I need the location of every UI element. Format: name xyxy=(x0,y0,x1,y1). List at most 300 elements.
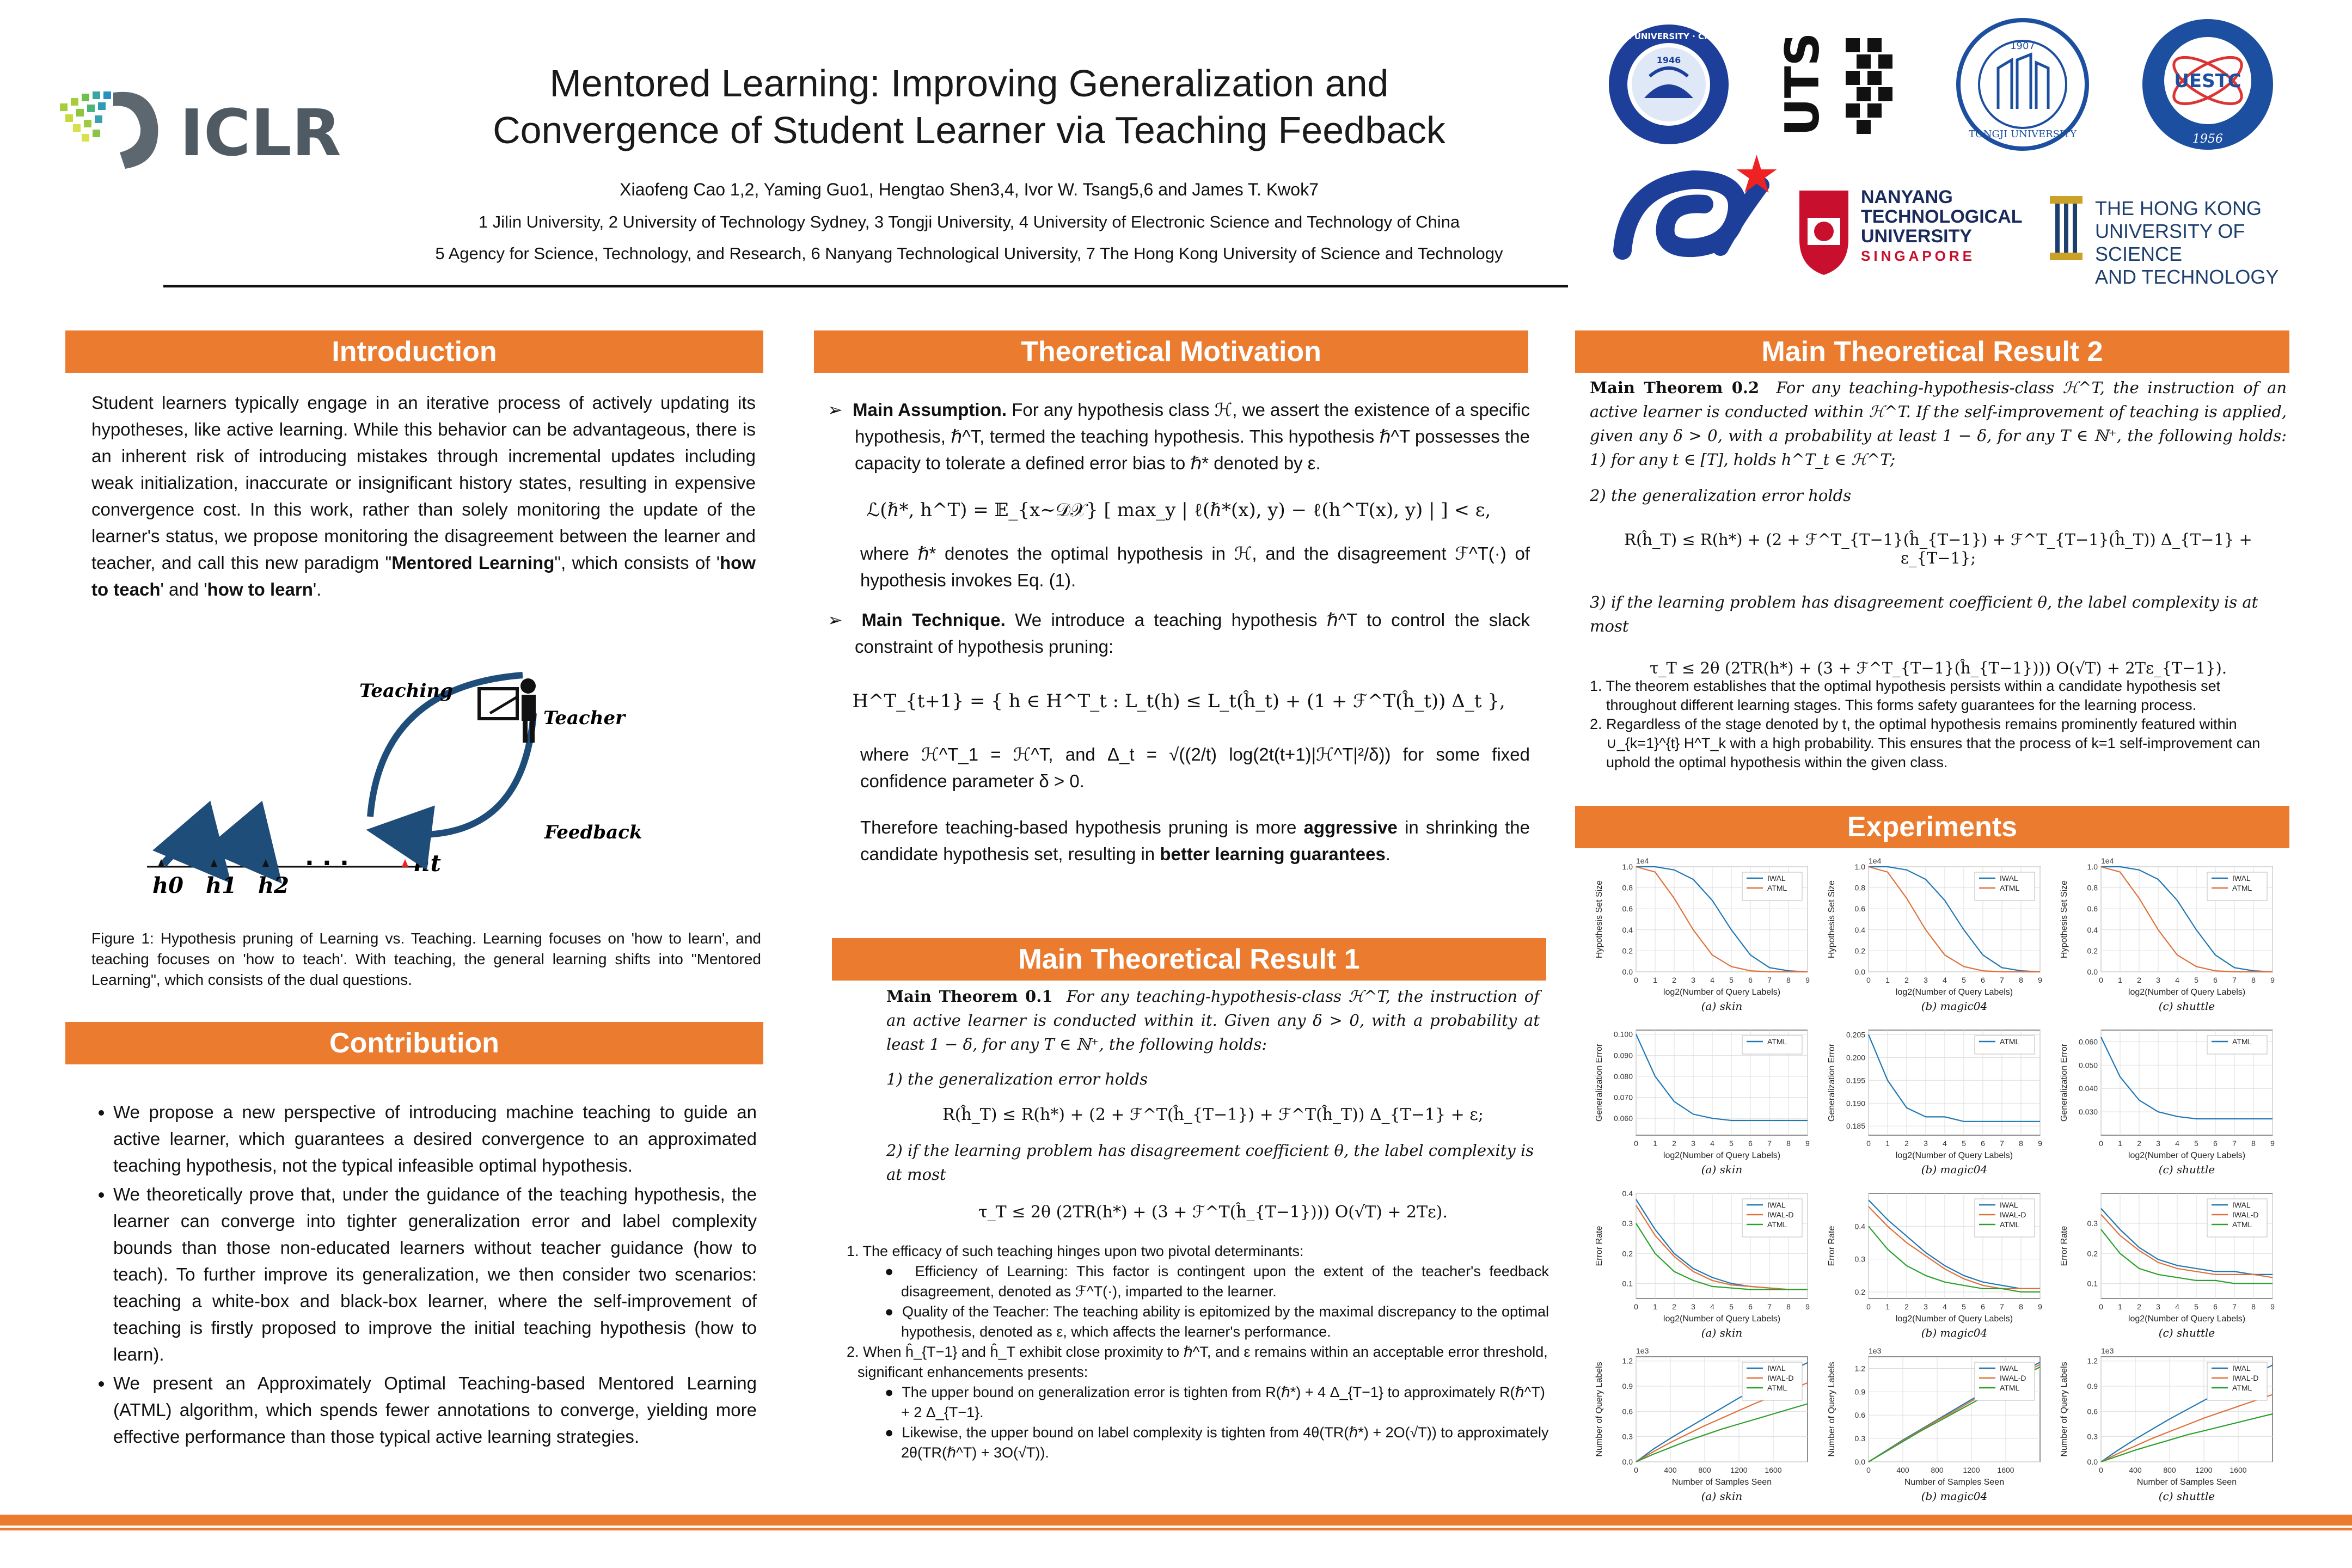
x-tick-label: 2 xyxy=(2137,1139,2141,1148)
x-tick-label: 3 xyxy=(1924,1302,1928,1311)
chart-caption: (b) magic04 xyxy=(1921,1490,1988,1503)
contribution-item: • We present an Approximately Optimal Teaching-based Mentored Learning (ATML) algorithm, which spends fewer annotations to converge, yielding more effective performance than those typical active learning strategies. xyxy=(113,1370,757,1450)
x-tick-label: 5 xyxy=(1962,976,1966,984)
x-tick-label: 8 xyxy=(1786,1139,1791,1148)
x-tick-label: 0 xyxy=(1634,1302,1638,1311)
legend-label: ATML xyxy=(2000,1037,2020,1046)
x-tick-label: 3 xyxy=(1691,976,1695,984)
x-axis-label: log2(Number of Query Labels) xyxy=(1663,988,1781,997)
x-tick-label: 5 xyxy=(1729,1302,1734,1311)
tongji-university-logo xyxy=(1955,16,2091,152)
exponent-label: 1e4 xyxy=(1869,856,1882,865)
y-axis-label: Number of Query Labels xyxy=(1595,1362,1604,1457)
motivation-conclusion: Therefore teaching-based hypothesis pruning is more aggressive in shrinking the candidate hypothesis set, resulting in better learning guarantees. xyxy=(860,817,1530,864)
arrow-bullet-icon: ➢ xyxy=(828,610,862,630)
x-tick-label: 3 xyxy=(2156,976,2160,984)
legend-label: ATML xyxy=(2232,1037,2252,1046)
y-tick-label: 0.4 xyxy=(1854,1222,1865,1231)
y-tick-label: 0.100 xyxy=(1613,1030,1633,1039)
x-tick-label: 1600 xyxy=(1765,1466,1782,1474)
feedback-arc xyxy=(392,713,534,835)
chart-caption: (c) shuttle xyxy=(2158,1326,2215,1339)
x-tick-label: 7 xyxy=(1767,1139,1772,1148)
x-tick-label: 4 xyxy=(1710,1302,1714,1311)
chart xyxy=(1822,1181,2051,1345)
chart-caption: (a) skin xyxy=(1701,1163,1743,1176)
note-1: 1. The efficacy of such teaching hinges upon two pivotal determinants: xyxy=(847,1243,1304,1259)
introduction-text: Student learners typically engage in an iterative process of actively updating its hypotheses, like active learning. While this behavior can be advantageous, there is an inherent risk of introducing mistakes through incremental updates including weak initialization, inaccurate or insignificant history states, resulting in expensive convergence cost. In this work, rather than solely monitoring the update of the learner's status, we propose monitoring the disagreement between the learner and teacher, and call this new paradigm "Mentored Learning", which consists of 'how to teach' and 'how to learn'. xyxy=(91,393,756,599)
x-tick-label: 1 xyxy=(1653,1302,1657,1311)
teaching-label: Teaching xyxy=(359,680,453,702)
contribution-heading: Contribution xyxy=(65,1022,763,1064)
y-axis-label: Generalization Error xyxy=(2060,1043,2069,1122)
uts-pattern xyxy=(1846,38,1892,134)
y-axis-label: Generalization Error xyxy=(1595,1043,1604,1122)
x-tick-label: 0 xyxy=(1866,976,1871,984)
tongji-year: 1907 xyxy=(2010,40,2035,52)
legend-label: IWAL-D xyxy=(1767,1210,1794,1219)
x-tick-label: 5 xyxy=(1729,1139,1734,1148)
theorem-0-2-part-1: 2) the generalization error holds xyxy=(1590,486,1852,505)
x-tick-label: 6 xyxy=(2213,1139,2218,1148)
learning-arc-2 xyxy=(215,848,262,865)
x-tick-label: 4 xyxy=(1943,976,1947,984)
y-axis-label: Number of Query Labels xyxy=(1827,1362,1836,1457)
tongji-name: TONGJI UNIVERSITY xyxy=(1969,128,2077,140)
jilin-university-logo xyxy=(1606,22,1731,147)
x-tick-label: 3 xyxy=(2156,1302,2160,1311)
chart-caption: (b) magic04 xyxy=(1921,1163,1988,1176)
legend-label: IWAL xyxy=(1767,1200,1786,1209)
dot-bullet-icon: ● xyxy=(885,1384,902,1400)
x-tick-label: 9 xyxy=(2038,1302,2042,1311)
x-axis-label: Number of Samples Seen xyxy=(2136,1478,2237,1487)
y-axis-label: Hypothesis Set Size xyxy=(2060,880,2069,959)
x-tick-label: 2 xyxy=(1672,976,1676,984)
legend-label: IWAL xyxy=(1767,874,1786,883)
x-tick-label: 400 xyxy=(1664,1466,1677,1474)
y-tick-label: 1.0 xyxy=(2087,862,2098,871)
y-tick-label: 0.2 xyxy=(2087,946,2098,955)
x-tick-label: 2 xyxy=(1672,1139,1676,1148)
y-tick-label: 1.2 xyxy=(1622,1356,1633,1365)
ntu-line-3: UNIVERSITY xyxy=(1861,226,1973,247)
x-tick-label: 1200 xyxy=(1963,1466,1980,1474)
x-tick-label: 6 xyxy=(2213,1302,2218,1311)
y-tick-label: 0.0 xyxy=(1622,1457,1633,1466)
x-tick-label: 4 xyxy=(2175,1139,2179,1148)
iclr-logo xyxy=(49,82,387,174)
h2-label: h2 xyxy=(258,873,289,898)
y-tick-label: 0.205 xyxy=(1846,1030,1865,1039)
uts-text: UTS xyxy=(1775,32,1830,136)
x-tick-label: 0 xyxy=(2099,1302,2103,1311)
chart xyxy=(1590,1018,1818,1181)
x-tick-label: 400 xyxy=(2129,1466,2142,1474)
x-tick-label: 9 xyxy=(2270,1139,2275,1148)
x-tick-label: 0 xyxy=(2099,1139,2103,1148)
x-tick-label: 4 xyxy=(1710,1139,1714,1148)
x-axis-label: Number of Samples Seen xyxy=(1671,1478,1772,1487)
note-1a: ● Efficiency of Learning: This factor is contingent upon the extent of the teacher's feedback disagreement, denoted as ℱ^T(·), imparted to the learner. xyxy=(885,1263,1549,1300)
x-tick-label: 4 xyxy=(2175,1302,2179,1311)
hkust-line-1: THE HONG KONG xyxy=(2095,197,2262,219)
hkust-line-3: AND TECHNOLOGY xyxy=(2095,266,2279,288)
y-tick-label: 0.090 xyxy=(1613,1051,1633,1060)
main-result-2-heading: Main Theoretical Result 2 xyxy=(1575,330,2289,373)
legend-label: ATML xyxy=(1767,884,1787,892)
x-tick-label: 1600 xyxy=(2230,1466,2247,1474)
x-tick-label: 6 xyxy=(1981,1302,1985,1311)
figure-1 xyxy=(142,642,713,909)
x-tick-label: 2 xyxy=(2137,1302,2141,1311)
x-tick-label: 1600 xyxy=(1997,1466,2014,1474)
x-tick-label: 3 xyxy=(1691,1139,1695,1148)
x-tick-label: 9 xyxy=(2038,1139,2042,1148)
y-axis-label: Error Rate xyxy=(1595,1226,1604,1266)
affiliations-line-1: 1 Jilin University, 2 University of Technology Sydney, 3 Tongji University, 4 University of Electronic Science and Technology of China xyxy=(478,212,1460,231)
x-tick-label: 1 xyxy=(2118,976,2122,984)
chart xyxy=(1590,1181,1818,1345)
hkust-logo xyxy=(2047,191,2330,288)
result-1-notes xyxy=(847,1241,1549,1463)
legend-label: ATML xyxy=(1767,1220,1787,1229)
chart-caption: (a) skin xyxy=(1701,1326,1743,1339)
theorem-0-1-eq-b: τ_T ≤ 2θ (2TR(h*) + (3 + ℱ^T(ĥ_{T−1}))) O(√T) + 2Tε). xyxy=(978,1203,1448,1222)
x-tick-label: 1 xyxy=(2118,1139,2122,1148)
chart-caption: (a) skin xyxy=(1701,1490,1743,1503)
y-tick-label: 0.2 xyxy=(2087,1249,2098,1258)
y-tick-label: 1.0 xyxy=(1622,862,1633,871)
x-tick-label: 800 xyxy=(1698,1466,1711,1474)
ntu-line-1: NANYANG xyxy=(1861,187,1953,207)
exponent-label: 1e4 xyxy=(1636,856,1649,865)
x-tick-label: 8 xyxy=(2019,1139,2023,1148)
y-tick-label: 0.0 xyxy=(1854,967,1865,976)
x-tick-label: 8 xyxy=(2019,1302,2023,1311)
x-axis-label: Number of Samples Seen xyxy=(1904,1478,2005,1487)
x-tick-label: 6 xyxy=(1748,1302,1753,1311)
legend-label: IWAL xyxy=(2232,874,2251,883)
y-tick-label: 1.0 xyxy=(1854,862,1865,871)
y-tick-label: 0.9 xyxy=(1622,1382,1633,1391)
x-tick-label: 0 xyxy=(2099,1466,2103,1474)
x-tick-label: 7 xyxy=(2232,1139,2237,1148)
legend-label: ATML xyxy=(2000,1383,2020,1392)
theorem-0-1-eq-a: R(ĥ_T) ≤ R(h*) + (2 + ℱ^T(ĥ_{T−1}) + ℱ^T(ĥ_T)) Δ_{T−1} + ε; xyxy=(942,1105,1484,1124)
x-tick-label: 6 xyxy=(1981,1139,1985,1148)
dot-bullet-icon: ● xyxy=(885,1263,915,1279)
y-tick-label: 0.070 xyxy=(1613,1093,1633,1102)
introduction-heading: Introduction xyxy=(65,330,763,373)
chart-caption: (c) shuttle xyxy=(2158,1163,2215,1176)
y-tick-label: 0.3 xyxy=(1622,1432,1633,1441)
chart-caption: (a) skin xyxy=(1701,1000,1743,1013)
x-tick-label: 0 xyxy=(2099,976,2103,984)
legend-label: ATML xyxy=(2232,1383,2252,1392)
x-tick-label: 9 xyxy=(1805,1139,1810,1148)
x-tick-label: 1 xyxy=(1885,1302,1890,1311)
x-tick-label: 5 xyxy=(1729,976,1734,984)
header-divider xyxy=(163,285,1568,287)
x-tick-label: 7 xyxy=(2232,976,2237,984)
x-tick-label: 7 xyxy=(2000,1302,2004,1311)
chart xyxy=(1590,855,1818,1018)
x-tick-label: 3 xyxy=(1924,1139,1928,1148)
x-tick-label: 1 xyxy=(1653,976,1657,984)
x-tick-label: 5 xyxy=(2194,976,2198,984)
x-tick-label: 400 xyxy=(1896,1466,1909,1474)
contribution-list xyxy=(87,1099,757,1452)
exponent-label: 1e4 xyxy=(2101,856,2114,865)
x-tick-label: 9 xyxy=(1805,1302,1810,1311)
note-2: 2. When ĥ_{T−1} and ĥ_T exhibit close proximity to ℏ^T, and ε remains within an acceptable error threshold, significant enhancements presents: xyxy=(847,1344,1548,1380)
footer-bar xyxy=(0,1515,2352,1526)
exponent-label: 1e3 xyxy=(1636,1346,1649,1355)
y-tick-label: 0.8 xyxy=(1622,883,1633,892)
theorem-0-1-part-1: 1) the generalization error holds xyxy=(886,1070,1148,1088)
x-tick-label: 3 xyxy=(1924,976,1928,984)
x-tick-label: 800 xyxy=(2163,1466,2176,1474)
jilin-name: JILIN UNIVERSITY · CHINA xyxy=(1610,32,1728,41)
x-tick-label: 1 xyxy=(2118,1302,2122,1311)
theorem-0-1-part-2: 2) if the learning problem has disagreement coefficient θ, the label complexity is at most xyxy=(886,1141,1534,1184)
x-tick-label: 4 xyxy=(1943,1139,1947,1148)
legend-label: ATML xyxy=(2232,1220,2252,1229)
x-tick-label: 2 xyxy=(1904,1302,1909,1311)
x-tick-label: 7 xyxy=(1767,976,1772,984)
uts-logo xyxy=(1775,27,1911,147)
x-tick-label: 5 xyxy=(2194,1139,2198,1148)
x-tick-label: 1 xyxy=(1885,1139,1890,1148)
technique-where: where ℋ^T_1 = ℋ^T, and Δ_t = √((2/t) log(2t(t+1)|ℋ^T|²/δ)) for some fixed confidence parameter δ > 0. xyxy=(860,744,1530,791)
y-axis-label: Error Rate xyxy=(2060,1226,2069,1266)
y-tick-label: 0.3 xyxy=(2087,1219,2098,1228)
poster-title xyxy=(370,60,1568,154)
theorem-0-2-eq-a: R(ĥ_T) ≤ R(h*) + (2 + ℱ^T_{T−1}(ĥ_{T−1}) + ℱ^T_{T−1}(ĥ_T)) Δ_{T−1} + ε_{T−1}; xyxy=(1624,530,2252,567)
y-axis-label: Number of Query Labels xyxy=(2060,1362,2069,1457)
legend-label: IWAL-D xyxy=(2000,1210,2026,1219)
legend-label: ATML xyxy=(1767,1037,1787,1046)
y-tick-label: 0.8 xyxy=(2087,883,2098,892)
chart xyxy=(1822,1018,2051,1181)
y-tick-label: 0.060 xyxy=(1613,1114,1633,1123)
ntu-line-2: TECHNOLOGICAL xyxy=(1861,206,2023,227)
x-tick-label: 8 xyxy=(2251,1302,2256,1311)
chart-caption: (c) shuttle xyxy=(2158,1490,2215,1503)
x-tick-label: 9 xyxy=(1805,976,1810,984)
arrow-bullet-icon: ➢ xyxy=(828,400,853,420)
legend-label: ATML xyxy=(2000,1220,2020,1229)
x-tick-label: 7 xyxy=(2232,1302,2237,1311)
dot-bullet-icon: ● xyxy=(885,1303,902,1320)
experiments-heading: Experiments xyxy=(1575,806,2289,848)
note-1: 1. The theorem establishes that the optimal hypothesis persists within a candidate hypothesis set throughout different learning stages. This forms safety guarantees for the learning process. xyxy=(1590,678,2221,713)
y-tick-label: 0.2 xyxy=(1622,946,1633,955)
y-tick-label: 1.2 xyxy=(1854,1364,1865,1373)
note-1b: ● Quality of the Teacher: The teaching ability is epitomized by the maximal discrepancy to the optimal hypothesis, denoted as ε, which affects the learner's performance. xyxy=(885,1303,1549,1340)
chart xyxy=(2055,855,2283,1018)
teacher-label: Teacher xyxy=(543,707,626,729)
chart xyxy=(2055,1018,2283,1181)
y-axis-label: Hypothesis Set Size xyxy=(1827,880,1836,959)
x-tick-label: 8 xyxy=(1786,1302,1791,1311)
y-tick-label: 0.6 xyxy=(1622,1407,1633,1416)
y-tick-label: 0.200 xyxy=(1846,1053,1865,1062)
chart xyxy=(1822,855,2051,1018)
y-tick-label: 0.0 xyxy=(1854,1457,1865,1466)
jilin-year: 1946 xyxy=(1656,55,1681,65)
x-tick-label: 9 xyxy=(2270,976,2275,984)
y-tick-label: 0.060 xyxy=(2078,1037,2098,1046)
ht-label: ht xyxy=(414,850,441,877)
contribution-item: • We propose a new perspective of introducing machine teaching to guide an active learner, which guarantees a desired convergence to an approximated teaching hypothesis, not the typical infeasible optimal hypothesis. xyxy=(113,1099,757,1179)
footer-line xyxy=(0,1528,2352,1530)
legend-label: ATML xyxy=(2000,884,2020,892)
legend-label: ATML xyxy=(2232,884,2252,892)
y-tick-label: 0.0 xyxy=(2087,1457,2098,1466)
theorem-0-2-eq-b: τ_T ≤ 2θ (2TR(h*) + (3 + ℱ^T_{T−1}(ĥ_{T−1}))) O(√T) + 2Tε_{T−1}). xyxy=(1649,659,2227,677)
x-tick-label: 0 xyxy=(1866,1302,1871,1311)
x-tick-label: 2 xyxy=(1672,1302,1676,1311)
legend-label: IWAL xyxy=(1767,1364,1786,1373)
ellipsis: · · · xyxy=(305,849,349,877)
x-tick-label: 6 xyxy=(1748,976,1753,984)
exponent-label: 1e3 xyxy=(1869,1346,1882,1355)
figure-1-caption: Figure 1: Hypothesis pruning of Learning vs. Teaching. Learning focuses on 'how to learn', and teaching focuses on 'how to teach'. With teaching, the general learning shifts into "Mentored Learning", which consists of the dual questions. xyxy=(91,930,761,988)
y-tick-label: 0.030 xyxy=(2078,1107,2098,1117)
main-technique: ➢ Main Technique. We introduce a teaching hypothesis ℏ^T to control the slack constraint of hypothesis pruning: xyxy=(828,610,1530,657)
dot-bullet-icon: ● xyxy=(885,1424,902,1441)
chart-caption: (b) magic04 xyxy=(1921,1326,1988,1339)
y-tick-label: 0.6 xyxy=(2087,904,2098,914)
x-tick-label: 4 xyxy=(1943,1302,1947,1311)
x-tick-label: 5 xyxy=(1962,1139,1966,1148)
y-tick-label: 0.3 xyxy=(2087,1432,2098,1441)
x-tick-label: 5 xyxy=(2194,1302,2198,1311)
x-tick-label: 0 xyxy=(1634,976,1638,984)
note-2a: ● The upper bound on generalization error is tighten from R(ℏ*) + 4 Δ_{T−1} to approximately R(ℏ^T) + 2 Δ_{T−1}. xyxy=(885,1384,1545,1420)
main-assumption: ➢ Main Assumption. For any hypothesis class ℋ, we assert the existence of a specific hypothesis, ℏ^T, termed the teaching hypothesis. This hypothesis ℏ^T possesses the capacity to tolerate a defined error bias to ℏ* denoted by ε. xyxy=(828,400,1530,473)
y-tick-label: 0.050 xyxy=(2078,1061,2098,1070)
chart xyxy=(1822,1345,2051,1508)
equation-2: H^T_{t+1} = { h ∈ H^T_t : L_t(h) ≤ L_t(ĥ_t) + (1 + ℱ^T(ĥ_t)) Δ_t }, xyxy=(852,690,1505,712)
y-axis-label: Error Rate xyxy=(1827,1226,1836,1266)
theorem-0-2: Main Theorem 0.2 For any teaching-hypothesis-class ℋ^T, the instruction of an active learner is conducted within ℋ^T. If the self-improvement of teaching is applied, given any δ > 0, with a probability at least 1 − δ, for any T ∈ ℕ⁺, the following holds: 1) for any t ∈ [T], holds h^T_t ∈ ℋ^T; 2) the generalization error holds R(ĥ_T) ≤ R(h*) + (2 + ℱ^T_{T−1}(ĥ_{T−1}) + ℱ^T_{T−1}(ĥ_T)) Δ_{T−1} + ε_{T−1}; 3) if the learning problem has disagreement coefficient θ, the label complexity is at most τ_T ≤ 2θ (2TR(h*) + (3 + ℱ^T_{T−1}(ĥ_{T−1}))) O(√T) + 2Tε_{T−1}). xyxy=(1590,378,2287,677)
x-tick-label: 7 xyxy=(2000,1139,2004,1148)
chart xyxy=(2055,1181,2283,1345)
x-tick-label: 800 xyxy=(1931,1466,1944,1474)
y-axis-label: Generalization Error xyxy=(1827,1043,1836,1122)
y-tick-label: 0.2 xyxy=(1854,946,1865,955)
x-tick-label: 6 xyxy=(1748,1139,1753,1148)
exponent-label: 1e3 xyxy=(2101,1346,2114,1355)
x-tick-label: 1200 xyxy=(1730,1466,1748,1474)
chart-caption: (c) shuttle xyxy=(2158,1000,2215,1013)
x-axis-label: log2(Number of Query Labels) xyxy=(1663,1314,1781,1324)
iclr-text: ICLR xyxy=(180,95,341,170)
legend-label: IWAL-D xyxy=(1767,1374,1794,1382)
note-2b: ● Likewise, the upper bound on label complexity is tighten from 4θ(TR(ℏ*) + 2O(√T)) to approximately 2θ(TR(ℏ^T) + 3O(√T)). xyxy=(885,1424,1549,1461)
x-tick-label: 8 xyxy=(2019,976,2023,984)
y-tick-label: 0.3 xyxy=(1854,1254,1865,1264)
x-tick-label: 4 xyxy=(1710,976,1714,984)
legend-label: IWAL xyxy=(2000,1364,2018,1373)
y-tick-label: 0.4 xyxy=(1622,925,1633,934)
x-tick-label: 6 xyxy=(2213,976,2218,984)
y-tick-label: 0.190 xyxy=(1846,1099,1865,1108)
legend-label: IWAL-D xyxy=(2232,1374,2259,1382)
y-tick-label: 0.185 xyxy=(1846,1122,1865,1131)
x-tick-label: 1 xyxy=(1653,1139,1657,1148)
contribution-item: • We theoretically prove that, under the guidance of the teaching hypothesis, the learner can converge into tighter generalization error and label complexity bounds than those non-educated learners without teacher guidance (how to teach). To further improve its generalization, we then consider two scenarios: teaching a white-box and black-box learner, where the self-improvement of teaching is firstly proposed to improve the initial teaching hypothesis (how to learn). xyxy=(113,1181,757,1368)
x-tick-label: 9 xyxy=(2270,1302,2275,1311)
experiment-plots xyxy=(1590,855,2287,1508)
y-tick-label: 0.4 xyxy=(1854,925,1865,934)
y-tick-label: 0.080 xyxy=(1613,1071,1633,1081)
x-tick-label: 8 xyxy=(1786,976,1791,984)
y-tick-label: 0.6 xyxy=(2087,1407,2098,1416)
legend-label: IWAL xyxy=(2232,1364,2251,1373)
y-tick-label: 0.2 xyxy=(1854,1287,1865,1296)
hkust-line-2: UNIVERSITY OF SCIENCE xyxy=(2095,220,2245,265)
ntu-line-4: SINGAPORE xyxy=(1861,248,1976,264)
affiliations-line-2: 5 Agency for Science, Technology, and Research, 6 Nanyang Technological University, 7 The Hong Kong University of Science and Technology xyxy=(435,244,1503,263)
x-tick-label: 6 xyxy=(1981,976,1985,984)
x-tick-label: 7 xyxy=(2000,976,2004,984)
y-tick-label: 0.3 xyxy=(1854,1434,1865,1443)
title-line-1: Mentored Learning: Improving Generalization and xyxy=(549,62,1389,105)
main-result-1-heading: Main Theoretical Result 1 xyxy=(832,938,1546,981)
x-tick-label: 2 xyxy=(1904,976,1909,984)
equation-1: ℒ(ℏ*, h^T) = 𝔼_{x∼𝒟𝒳} [ max_y | ℓ(ℏ*(x), y) − ℓ(h^T(x), y) | ] < ε, xyxy=(866,499,1491,521)
y-tick-label: 0.8 xyxy=(1854,883,1865,892)
result-2-notes xyxy=(1590,677,2287,772)
assumption-where: where ℏ* denotes the optimal hypothesis in ℋ, and the disagreement ℱ^T(·) of hypothesis invokes Eq. (1). xyxy=(860,543,1530,590)
y-tick-label: 0.6 xyxy=(1854,1411,1865,1420)
x-tick-label: 3 xyxy=(1691,1302,1695,1311)
y-tick-label: 0.9 xyxy=(1854,1387,1865,1396)
y-axis-label: Hypothesis Set Size xyxy=(1595,880,1604,959)
x-tick-label: 2 xyxy=(1904,1139,1909,1148)
h0-label: h0 xyxy=(152,873,183,898)
x-tick-label: 4 xyxy=(2175,976,2179,984)
legend-label: IWAL xyxy=(2232,1200,2251,1209)
x-tick-label: 3 xyxy=(2156,1139,2160,1148)
chart-caption: (b) magic04 xyxy=(1921,1000,1988,1013)
x-tick-label: 8 xyxy=(2251,1139,2256,1148)
y-tick-label: 0.195 xyxy=(1846,1076,1865,1085)
authors: Xiaofeng Cao 1,2, Yaming Guo1, Hengtao Shen3,4, Ivor W. Tsang5,6 and James T. Kwok7 xyxy=(620,180,1319,199)
x-tick-label: 0 xyxy=(1634,1466,1638,1474)
motivation-body xyxy=(828,396,1530,867)
x-tick-label: 0 xyxy=(1866,1466,1871,1474)
y-tick-label: 0.4 xyxy=(1622,1189,1633,1198)
y-tick-label: 0.040 xyxy=(2078,1084,2098,1093)
x-tick-label: 1 xyxy=(1885,976,1890,984)
y-tick-label: 0.1 xyxy=(2087,1279,2098,1288)
y-tick-label: 0.9 xyxy=(2087,1382,2098,1391)
feedback-label: Feedback xyxy=(544,822,642,843)
x-tick-label: 9 xyxy=(2038,976,2042,984)
x-axis-label: log2(Number of Query Labels) xyxy=(1895,1314,2013,1324)
learning-arc-1 xyxy=(163,848,211,865)
x-axis-label: log2(Number of Query Labels) xyxy=(1663,1151,1781,1160)
theorem-0-2-part-2: 3) if the learning problem has disagreement coefficient θ, the label complexity is at most xyxy=(1590,593,2258,635)
x-tick-label: 0 xyxy=(1634,1139,1638,1148)
uestc-logo xyxy=(2140,16,2276,152)
y-tick-label: 0.3 xyxy=(1622,1219,1633,1228)
